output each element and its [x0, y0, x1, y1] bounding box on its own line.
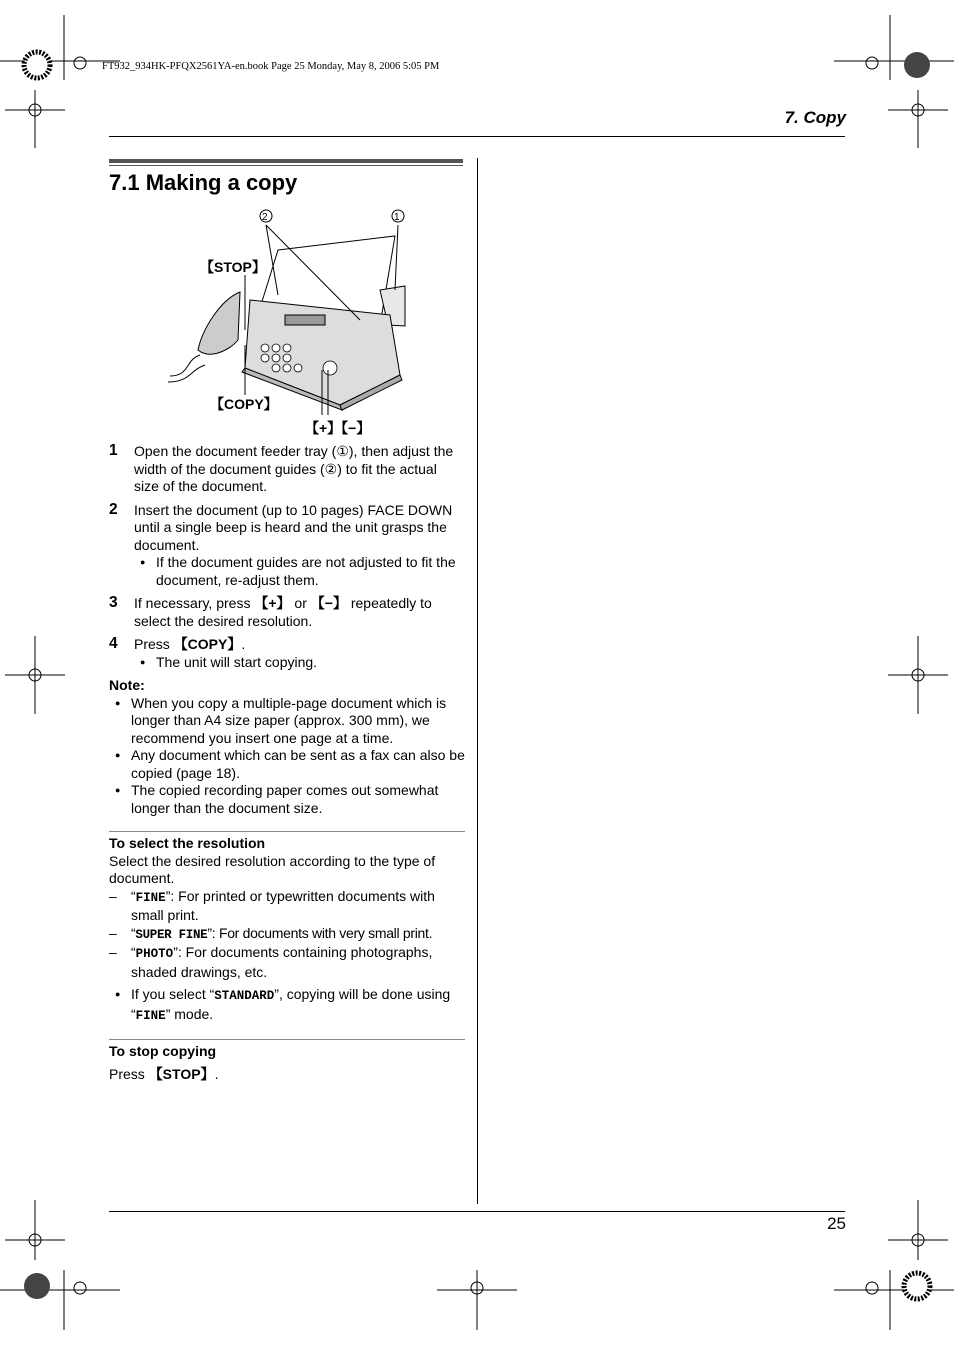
- footer-rule: [109, 1211, 845, 1212]
- callout-2: 2: [262, 212, 268, 223]
- section-rule: [109, 831, 465, 832]
- resolution-bullet: ● If you select “STANDARD”, copying will be done using “FINE” mode.: [109, 986, 465, 1025]
- resolution-option: – “SUPER FINE”: For documents with very small print.: [109, 925, 465, 945]
- step-2: 2 Insert the document (up to 10 pages) FACE DOWN until a single beep is heard and the unit grasps the document. ● If the document guides are not adjusted to fit the document, re-adjust them.: [109, 502, 465, 590]
- fax-machine-drawing: [150, 200, 480, 445]
- section-rule: [109, 1039, 465, 1040]
- resolution-option: – “PHOTO”: For documents containing photographs, shaded drawings, etc.: [109, 944, 465, 981]
- step-3: 3 If necessary, press 【+】 or 【−】 repeatedly to select the desired resolution.: [109, 594, 432, 629]
- step-2-bullet: ● If the document guides are not adjusted to fit the document, re-adjust them.: [134, 554, 465, 589]
- fax-illustration: [150, 200, 480, 445]
- step-4-bullet: ● The unit will start copying.: [134, 654, 465, 672]
- resolution-heading: To select the resolution: [109, 835, 266, 851]
- stop-heading: To stop copying: [109, 1043, 217, 1059]
- note-item: ● Any document which can be sent as a fax can also be copied (page 18).: [109, 747, 465, 782]
- resolution-intro: Select the desired resolution according to the type of document.: [109, 852, 436, 886]
- copy-label: 【COPY】: [210, 396, 278, 412]
- note-item: ● When you copy a multiple-page document which is longer than A4 size paper (approx. 300 mm), we recommend you insert one page at a time.: [109, 695, 465, 748]
- note-item: ● The copied recording paper comes out somewhat longer than the document size.: [109, 782, 465, 817]
- plus-minus-label: 【+】【−】: [305, 420, 371, 436]
- stop-text: Press 【STOP】.: [109, 1065, 219, 1082]
- step-1: 1 Open the document feeder tray (①), then adjust the width of the document guides (②) to fit the actual size of the document.: [109, 442, 454, 494]
- step-4: 4 Press 【COPY】. ● The unit will start copying.: [109, 636, 465, 671]
- title-bar: [109, 159, 463, 163]
- section-title: 7.1 Making a copy: [109, 170, 298, 195]
- print-header: FT932_934HK-PFQX2561YA-en.book Page 25 Monday, May 8, 2006 5:05 PM: [102, 61, 440, 72]
- callout-1: 1: [394, 212, 400, 223]
- note-heading: Note:: [109, 677, 145, 693]
- main-content: [109, 443, 465, 1083]
- resolution-option: – “FINE”: For printed or typewritten documents with small print.: [109, 888, 465, 925]
- page-number: 25: [827, 1214, 846, 1233]
- header-rule: [109, 136, 845, 137]
- chapter-title: 7. Copy: [784, 108, 846, 127]
- stop-label: 【STOP】: [200, 259, 266, 275]
- title-bar-thin: [109, 165, 463, 166]
